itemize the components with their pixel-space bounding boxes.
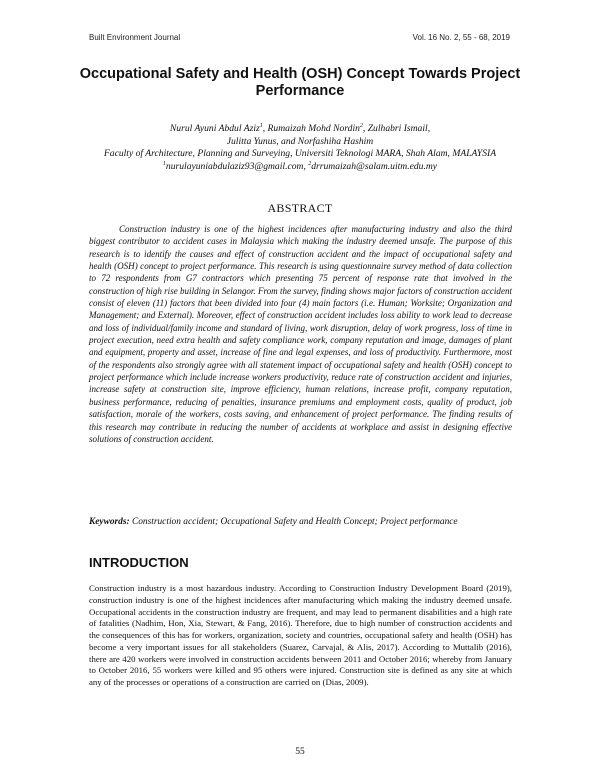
email-1: nurulayuniabdulaziz93@gmail.com,	[165, 160, 309, 172]
author-2: , Rumaizah Mohd Nordin	[262, 123, 360, 134]
email-2: drrumaizah@salam.uitm.edu.my	[311, 160, 438, 172]
author-3: , Zulhabri Ismail,	[362, 123, 431, 134]
author-line-1	[70, 123, 530, 136]
email-line	[70, 161, 530, 174]
introduction-heading: INTRODUCTION	[89, 555, 189, 570]
email-1-mark: 1	[162, 160, 166, 167]
author-block	[70, 123, 530, 173]
email-2-mark: 2	[308, 160, 312, 167]
affiliation: Faculty of Architecture, Planning and Surveying, Universiti Teknologi MARA, Shah Alam, MALAYSIA	[103, 148, 497, 160]
keywords	[89, 516, 512, 528]
abstract-heading: ABSTRACT	[267, 201, 333, 215]
journal-name: Built Environment Journal	[89, 33, 181, 42]
paper-title: Occupational Safety and Health (OSH) Concept Towards Project Performance	[79, 66, 521, 99]
author-2-mark: 2	[359, 122, 363, 129]
page-number: 55	[295, 747, 305, 757]
author-1-mark: 1	[259, 122, 263, 129]
introduction-text: Construction industry is a most hazardous industry. According to Construction Industry Development Board (2019), construction industry is one of the highest incidences after manufacturing which making the industry deemed unsafe. Occupational accidents in the construction industry are frequent, and may lead to permanent disabilities and a high rate of fatalities (Nadhim, Hon, Xia, Stewart, & Fang, 2016). Therefore, due to high number of construction accidents and the consequences of this has for workers, organization, society and countries, occupational safety and health (OSH) has become a very important issues for all stakeholders (Suarez, Carvajal, & Alis, 2017). According to Muttalib (2016), there are 420 workers were involved in construction accidents between 2011 and October 2016; whereby from January to October 2016, 55 workers were killed and 95 others were injured. Construction site is defined as any site at which any of the processes or operations of a construction are carried on (Dias, 2009).	[89, 583, 512, 687]
keywords-text: Construction accident; Occupational Safety and Health Concept; Project performance	[131, 517, 458, 527]
keywords-label: Keywords:	[89, 517, 130, 527]
author-1: Nurul Ayuni Abdul Aziz	[169, 123, 260, 134]
volume-info: Vol. 16 No. 2, 55 - 68, 2019	[412, 33, 510, 42]
author-line-2: Julitta Yunus, and Norfashiha Hashim	[226, 135, 374, 147]
abstract-text: Construction industry is one of the highest incidences after manufacturing industry and also the third biggest contributor to accident cases in Malaysia which making the industry deemed unsafe. The purpose of this research is to identify the causes and effect of construction accident and the impact of occupational safety and health (OSH) concept to project performance. This research is using questionnaire survey method of data collection to 72 respondents from G7 contractors which presenting 75 percent of response rate that involved in the construction of high rise building in Selangor. From the survey, finding shows major factors of construction accident consist of eleven (11) factors that been divided into four (4) main factors (i.e. Human; Worksite; Organization and Management; and External). Moreover, effect of construction accident includes loss ability to work lead to decrease and loss of individual/family income and standard of living, work disruption, delay of work progress, loss of time in project execution, need extra health and safety compliance work, company reputation and image, damages of plant and equipment, property and asset, increase of fine and legal expenses, and loss of productivity. Furthermore, most of the respondents also strongly agree with all statement impact of occupational safety and health (OSH) concept to project performance which include increase workers productivity, reduce rate of construction accident and injuries, increase safety at construction site, improve efficiency, human relations, increase profit, company reputation, business performance, reducing of penalties, insurance premiums and employment costs, quality of product, job satisfaction, morale of the workers, costs saving, and enhancement of project performance. The finding results of this research may contribute in reducing the number of accidents at workplace and assist in designing effective solutions of construction accident.	[89, 224, 512, 444]
